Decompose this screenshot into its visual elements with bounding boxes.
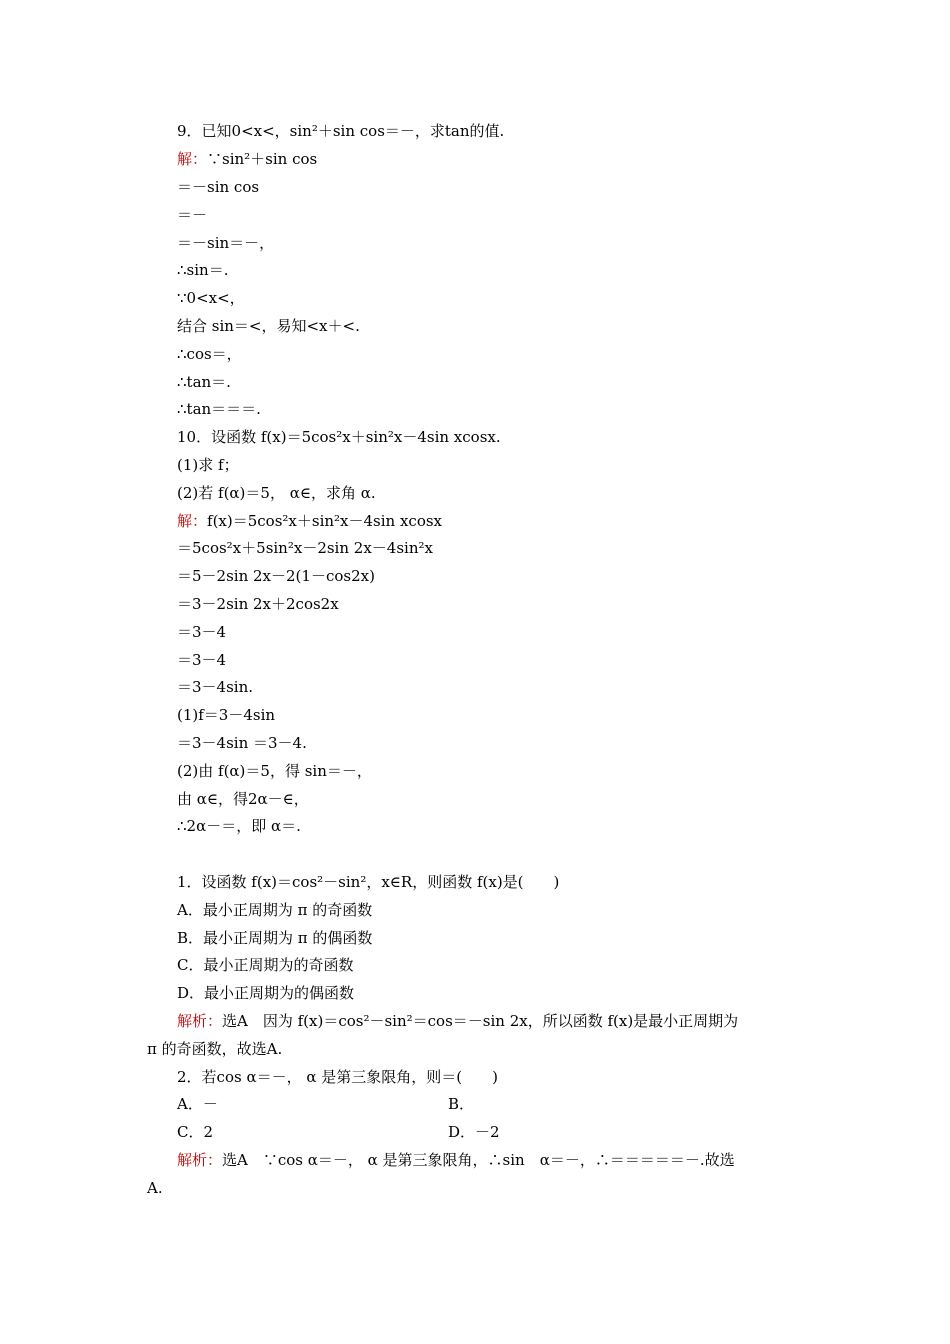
question-1-analysis-cont: π 的奇函数，故选A. [147, 1040, 283, 1058]
problem-9-solution-line: 解：∵sin²＋sin cos [177, 150, 318, 168]
problem-10-part-2: (2)若 f(α)＝5， α∈，求角 α. [177, 484, 376, 502]
question-1-option-a: A．最小正周期为 π 的奇函数 [177, 901, 373, 919]
solution-label: 解： [177, 150, 208, 168]
problem-9-solution-line: ∴tan＝. [177, 373, 231, 391]
question-2-option-a: A．－ [177, 1095, 218, 1113]
problem-9-solution-line: ∴sin＝. [177, 261, 229, 279]
question-2-analysis-cont: A. [147, 1179, 163, 1197]
question-2-option-b: B． [448, 1095, 475, 1113]
problem-9-solution-line: ＝－ [177, 206, 208, 224]
question-2-option-d: D．－2 [448, 1123, 500, 1141]
question-2-statement: 2．若cos α＝－， α 是第三象限角，则＝( ) [177, 1068, 498, 1086]
problem-10-solution-line: ＝3－4 [177, 623, 227, 641]
problem-10-statement: 10．设函数 f(x)＝5cos²x＋sin²x－4sin xcosx. [177, 428, 501, 446]
question-2-option-c: C．2 [177, 1123, 214, 1141]
problem-10-solution-line: ＝3－4 [177, 651, 227, 669]
analysis-label: 解析： [177, 1012, 223, 1030]
problem-10-solution-line: ＝3－4sin ＝3－4. [177, 734, 307, 752]
problem-10-solution-line: ∴2α－＝，即 α＝. [177, 817, 301, 835]
problem-10-solution-line: ＝3－2sin 2x＋2cos2x [177, 595, 339, 613]
solution-label: 解： [177, 512, 208, 530]
problem-9-solution-line: ＝－sin cos [177, 178, 260, 196]
question-1-statement: 1．设函数 f(x)＝cos²－sin²，x∈R，则函数 f(x)是( ) [177, 873, 560, 891]
problem-10-solution-line: (1)f＝3－4sin [177, 706, 276, 724]
question-1-option-d: D．最小正周期为的偶函数 [177, 984, 355, 1002]
problem-10-solution-line: 解：f(x)＝5cos²x＋sin²x－4sin xcosx [177, 512, 443, 530]
problem-9-solution-line: ∵0<x<， [177, 289, 245, 307]
problem-10-solution-line: 由 α∈，得2α－∈， [177, 790, 309, 808]
question-1-analysis: 解析：选A 因为 f(x)＝cos²－sin²＝cos＝－sin 2x，所以函数 f(x)是最小正周期为 [177, 1012, 739, 1030]
problem-9-solution-line: 结合 sin＝<，易知<x＋<. [177, 317, 360, 335]
question-1-option-b: B．最小正周期为 π 的偶函数 [177, 929, 373, 947]
question-2-analysis: 解析：选A ∵cos α＝－， α 是第三象限角，∴sin α＝－，∴＝＝＝＝＝－.故选 [177, 1151, 735, 1169]
problem-10-solution-line: ＝5－2sin 2x－2(1－cos2x) [177, 567, 375, 585]
problem-9-solution-line: ＝－sin＝－， [177, 234, 275, 252]
problem-9-statement: 9．已知0<x<，sin²＋sin cos＝－，求tan的值. [177, 122, 505, 140]
problem-9-solution-line: ∴cos＝， [177, 345, 242, 363]
problem-9-solution-line: ∴tan＝＝＝. [177, 400, 261, 418]
problem-10-solution-line: (2)由 f(α)＝5，得 sin＝－， [177, 762, 372, 780]
problem-10-solution-line: ＝5cos²x＋5sin²x－2sin 2x－4sin²x [177, 539, 433, 557]
analysis-label: 解析： [177, 1151, 223, 1169]
problem-10-part-1: (1)求 f； [177, 456, 239, 474]
question-1-option-c: C．最小正周期为的奇函数 [177, 956, 354, 974]
problem-10-solution-line: ＝3－4sin. [177, 678, 254, 696]
